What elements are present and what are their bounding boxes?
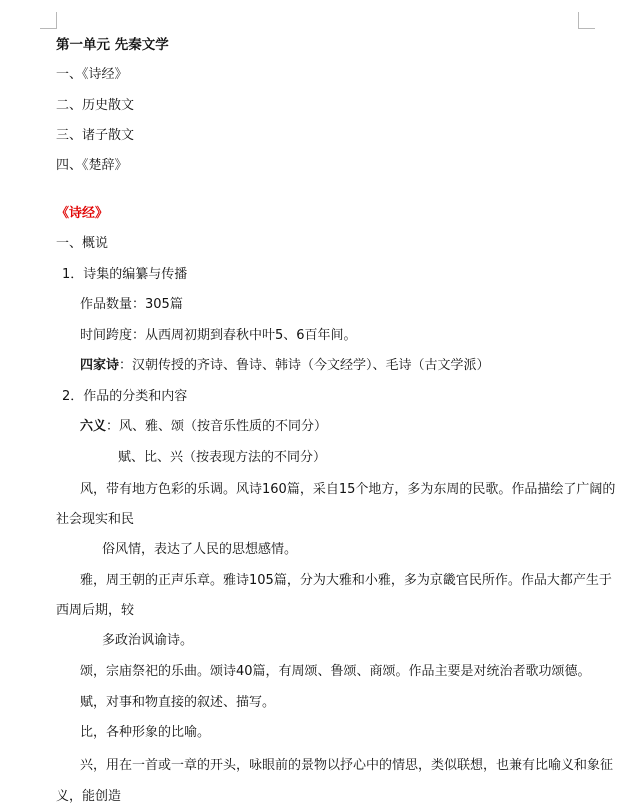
feng-paragraph-line-3: 俗风情，表达了人民的思想感情。	[102, 542, 298, 557]
page-corner-mark-top-right	[578, 12, 595, 29]
subheading-compilation: 1．诗集的编纂与传播	[62, 267, 188, 282]
four-schools-text: ：汉朝传授的齐诗、鲁诗、韩诗（今文经学）、毛诗（古文学派）	[119, 358, 490, 373]
work-count: 作品数量：305篇	[80, 297, 183, 312]
overview-heading: 一、概说	[56, 236, 109, 251]
four-schools-line	[80, 357, 490, 375]
feng-paragraph-line-1: 风，带有地方色彩的乐调。风诗160篇，采自15个地方，多为东周的民歌。作品描绘了广阔的	[80, 482, 616, 497]
ya-paragraph-line-1: 雅，周王朝的正声乐章。雅诗105篇，分为大雅和小雅，多为京畿官民所作。作品大都产生于	[80, 573, 612, 588]
bi-paragraph: 比，各种形象的比喻。	[80, 725, 211, 740]
toc-item-3: 三、诸子散文	[56, 128, 135, 143]
feng-paragraph-line-2: 社会现实和民	[56, 512, 135, 527]
toc-item-2: 二、历史散文	[56, 98, 135, 113]
liuyi-line-1	[80, 418, 327, 436]
four-schools-label: 四家诗	[80, 358, 120, 373]
subheading-classification: 2．作品的分类和内容	[62, 389, 188, 404]
ya-paragraph-line-3: 多政治讽谕诗。	[102, 633, 194, 648]
ya-paragraph-line-2: 西周后期，较	[56, 603, 135, 618]
liuyi-text-1: ：风、雅、颂（按音乐性质的不同分）	[106, 419, 328, 434]
song-paragraph: 颂，宗庙祭祀的乐曲。颂诗40篇，有周颂、鲁颂、商颂。作品主要是对统治者歌功颂德。	[80, 664, 591, 679]
xing-paragraph-line-1: 兴，用在一首或一章的开头，咏眼前的景物以抒心中的情思，类似联想，也兼有比喻义和象征	[80, 758, 614, 773]
toc-item-1: 一、《诗经》	[56, 67, 128, 82]
section-title: 《诗经》	[56, 206, 109, 221]
unit-title: 第一单元 先秦文学	[56, 37, 169, 53]
fu-paragraph: 赋，对事和物直接的叙述、描写。	[80, 695, 276, 710]
xing-paragraph-line-2: 义，能创造	[56, 789, 122, 804]
time-span: 时间跨度：从西周初期到春秋中叶5、6百年间。	[80, 328, 357, 343]
page-corner-mark-top-left	[40, 12, 57, 29]
toc-item-4: 四、《楚辞》	[56, 158, 128, 173]
liuyi-label: 六义	[80, 419, 107, 434]
liuyi-line-2: 赋、比、兴（按表现方法的不同分）	[118, 450, 327, 465]
